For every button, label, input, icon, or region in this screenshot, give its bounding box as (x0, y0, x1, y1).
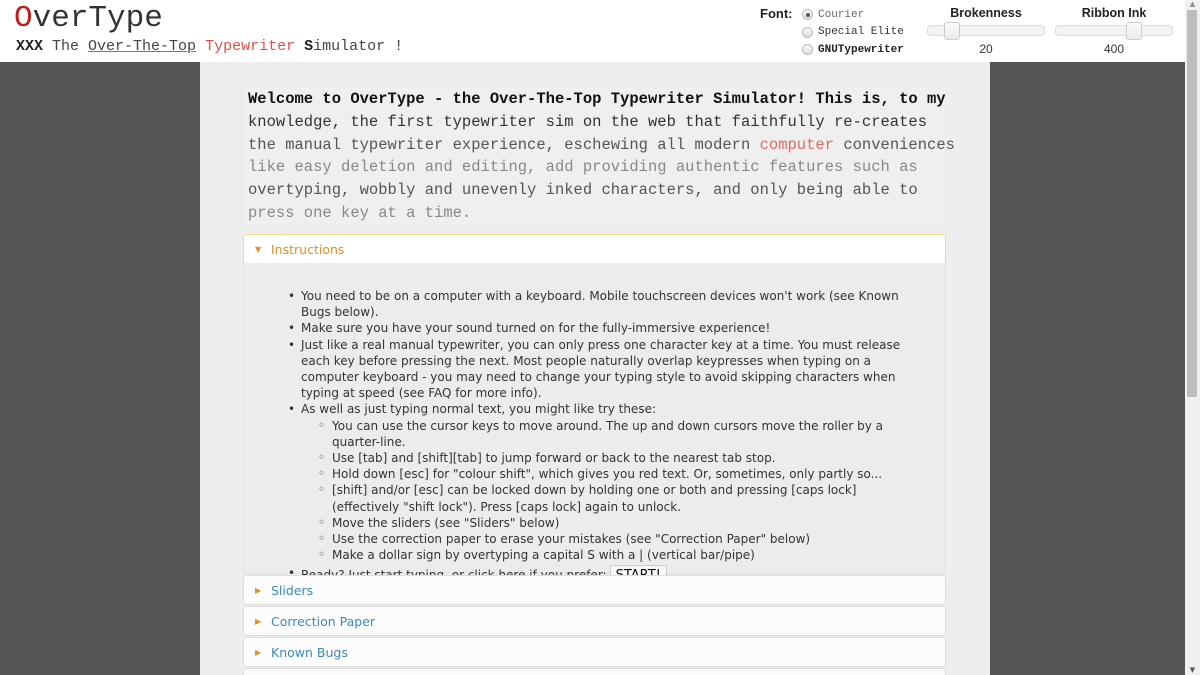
font-option-courier[interactable]: Courier (802, 6, 904, 24)
header (0, 0, 1185, 62)
page-scrollbar[interactable] (1185, 0, 1200, 675)
radio-button[interactable] (802, 27, 813, 38)
triangle-right-icon: ▶ (255, 647, 262, 657)
instruction-item: • As well as just typing normal text, you might like try these: ◦ You can use the cursor keys to move around. The up and down cursors move the roller by a quarter-line. ◦ Use [tab] and [shift][tab] to jump forward or back to the nearest tab stop. ◦ Hold down [esc] for "colour shift", which gives you red text. Or, sometimes, only partly so... ◦ [shift] and/or [esc] can be locked down by holding one or both and pressing [caps lock] (effectively "shift lock"). Press [caps lock] again to unlock. ◦ Move the sliders (see "Sliders" below) ◦ Use the correction paper to erase your mistakes (see "Correction Paper" below) ◦ Make a dollar sign by overtyping a capital S with a | (vertical bar/pipe) (285, 401, 920, 563)
tagline: XXX The Over-The-Top Typewriter Simulator ! (16, 38, 404, 55)
ribbon-ink-slider-thumb[interactable] (1126, 22, 1142, 40)
accordion-header-correction-paper[interactable]: ▶ Correction Paper (255, 613, 376, 629)
intro-line: press one key at a time. (248, 203, 472, 222)
ribbon-ink-slider-group (1055, 6, 1173, 56)
brokenness-title: Brokenness (950, 6, 1022, 20)
accordion-header-sliders[interactable]: ▶ Sliders (255, 582, 314, 598)
ribbon-ink-slider[interactable] (1055, 25, 1173, 36)
intro-line: knowledge, the first typewriter sim on the web that faithfully re-creates (248, 112, 928, 131)
instruction-item: • You need to be on a computer with a keyboard. Mobile touchscreen devices won't work (see Known Bugs below). (285, 288, 920, 320)
instruction-sub-item: ◦ [shift] and/or [esc] can be locked down by holding one or both and pressing [caps lock] (effectively "shift lock"). Press [caps lock] again to unlock. (317, 482, 920, 514)
radio-button[interactable] (802, 44, 813, 55)
accordion-sliders[interactable] (243, 575, 946, 605)
red-word: computer (759, 135, 835, 154)
instruction-item: • Make sure you have your sound turned on for the fully-immersive experience! (285, 320, 920, 336)
intro-line: like easy deletion and editing, add providing authentic features such as (248, 158, 918, 177)
scroll-up-arrow-icon[interactable]: ▲ (1189, 0, 1196, 8)
instruction-sub-item: ◦ You can use the cursor keys to move around. The up and down cursors move the roller by a quarter-line. (317, 418, 920, 450)
font-options (802, 6, 904, 59)
instructions-content (285, 288, 920, 586)
instruction-sub-item: ◦ Use [tab] and [shift][tab] to jump forward or back to the nearest tab stop. (317, 450, 920, 466)
font-option-special-elite[interactable]: Special Elite (802, 24, 904, 42)
brokenness-slider-group (927, 6, 1045, 56)
triangle-right-icon: ▶ (255, 585, 262, 595)
brokenness-slider[interactable] (927, 25, 1045, 36)
triangle-right-icon: ▶ (255, 616, 262, 626)
accordion-header-known-bugs[interactable]: ▶ Known Bugs (255, 644, 348, 660)
font-label: Font: (760, 6, 793, 21)
accordion-next-section[interactable] (243, 668, 946, 675)
instruction-sub-item: ◦ Make a dollar sign by overtyping a capital S with a | (vertical bar/pipe) (317, 547, 920, 563)
accordion-header-instructions[interactable]: ▼ Instructions (255, 241, 345, 257)
instruction-item: • Just like a real manual typewriter, you can only press one character key at a time. You must release each key before pressing the next. Most people naturally overlap keypresses when typing on a computer keyboard - you may need to change your typing style to avoid skipping characters when typing at speed (see FAQ for more info). (285, 337, 920, 402)
instruction-sub-item: ◦ Use the correction paper to erase your mistakes (see "Correction Paper" below) (317, 531, 920, 547)
scroll-down-arrow-icon[interactable]: ▼ (1189, 666, 1196, 674)
intro-line: Welcome to OverType - the Over-The-Top Typewriter Simulator! This is, to my (248, 90, 946, 108)
accordion-instructions[interactable] (243, 234, 946, 264)
brokenness-slider-thumb[interactable] (944, 22, 960, 40)
triangle-down-icon: ▼ (255, 244, 262, 254)
accordion-correction-paper[interactable] (243, 606, 946, 636)
instruction-sub-item: ◦ Hold down [esc] for "colour shift", which gives you red text. Or, sometimes, only partly so... (317, 466, 920, 482)
accordion-known-bugs[interactable] (243, 637, 946, 667)
instruction-sub-item: ◦ Move the sliders (see "Sliders" below) (317, 515, 920, 531)
intro-text (245, 88, 955, 225)
logo: OverType (14, 1, 163, 36)
main-panel (200, 62, 990, 675)
intro-line: the manual typewriter experience, eschewing all modern computer conveniences (248, 135, 955, 154)
radio-button[interactable] (802, 9, 813, 20)
font-option-gnutypewriter[interactable]: GNUTypewriter (802, 41, 904, 59)
ribbon-ink-value: 400 (1103, 42, 1125, 56)
brokenness-value: 20 (979, 42, 993, 56)
intro-line: overtyping, wobbly and unevenly inked characters, and only being able to (248, 181, 918, 200)
scroll-thumb[interactable] (1187, 10, 1197, 397)
ribbon-ink-title: Ribbon Ink (1081, 6, 1147, 20)
